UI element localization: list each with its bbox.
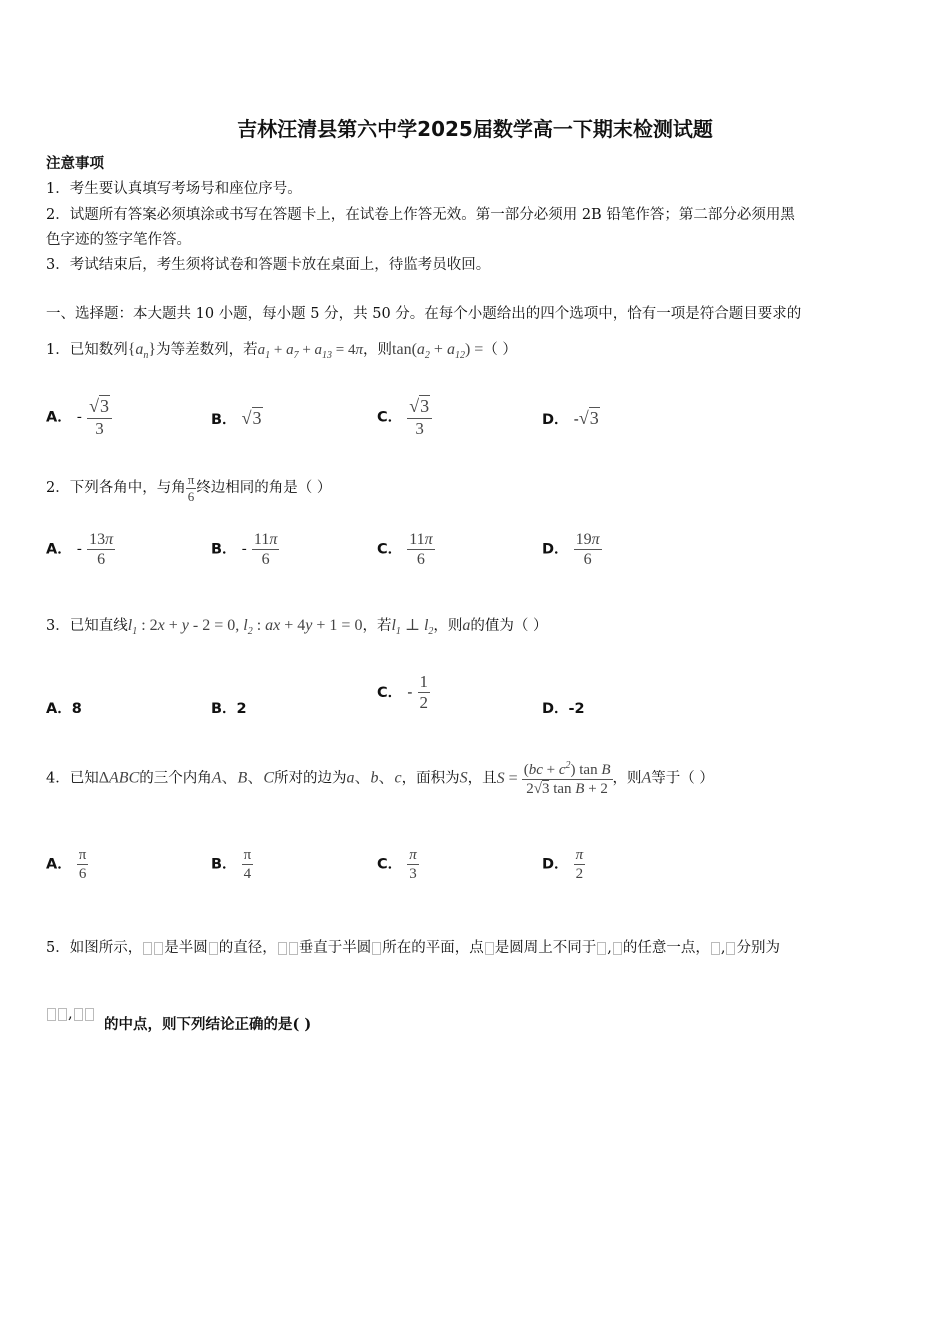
q1-mid: 为等差数列，若 — [156, 342, 258, 358]
q1-post: （ ） — [483, 342, 517, 358]
q4-option-a[interactable]: A． $\frac{\pi}{6}$ — [46, 847, 87, 882]
q1-condition: $a_1 + a_7 + a_{13} = 4\pi$ — [257, 342, 364, 361]
q3-perp: $l_1$ ⊥ $l_2$ — [391, 617, 434, 638]
q1-option-b[interactable]: B． √3 — [211, 408, 262, 428]
q3-post: 的值为（ ） — [470, 618, 548, 634]
q2-option-b[interactable]: B． - $\frac{11\pi}{6}$ — [211, 531, 278, 569]
question-2 — [46, 472, 331, 504]
q3-pre: 3．已知直线 — [46, 618, 128, 634]
q4-option-d[interactable]: D． $\frac{\pi}{2}$ — [542, 847, 584, 882]
q1-option-a[interactable]: A． - $\frac{√3}{3}$ — [46, 396, 112, 439]
question-5-cont: , — [46, 1006, 95, 1022]
q3-option-a[interactable]: A．8 — [46, 701, 82, 717]
notice-item-2: 2．试题所有答案必须填涂或书写在答题卡上，在试卷上作答无效。第一部分必须用 2B 铅笔作答；第二部分必须用黑 — [46, 207, 795, 223]
q2-option-d[interactable]: D． $\frac{19\pi}{6}$ — [542, 531, 600, 569]
page-title: 吉林汪清县第六中学2025届数学高一下期末检测试题 — [237, 117, 713, 141]
q3-option-c[interactable]: C． - $\frac{1}{2}$ — [377, 672, 429, 713]
q3-option-d[interactable]: D．-2 — [542, 701, 585, 717]
q2-option-c[interactable]: C． $\frac{11\pi}{6}$ — [377, 531, 433, 569]
notice-item-1: 1．考生要认真填写考场号和座位序号。 — [46, 181, 302, 197]
section-heading: 一、选择题：本大题共 10 小题，每小题 5 分，共 50 分。在每个小题给出的四个选项中，恰有一项是符合题目要求的 — [46, 306, 802, 322]
q1-expression: $\tan(a_2 + a_{12})$ = — [392, 341, 484, 362]
q1-mid2: ，则 — [363, 342, 393, 358]
q4-option-b[interactable]: B． $\frac{\pi}{4}$ — [211, 847, 252, 882]
question-3 — [46, 614, 548, 637]
q2-angle: $\frac{\pi}{6}$ — [187, 472, 195, 504]
q4-triangle: ΔABC — [98, 769, 140, 787]
q4-option-c[interactable]: C． $\frac{\pi}{3}$ — [377, 847, 417, 882]
q4-area-formula: S = $\frac{(bc + c^2) \tan B}{\text{2√3 tan B + 2}}$ — [496, 760, 611, 797]
q3-mid: ，若 — [362, 618, 392, 634]
question-5: 5．如图所示， 是半圆 的直径， 垂直于半圆 所在的平面，点 是圆周上不同于 , 的任意一点， , 分别为 — [46, 940, 780, 956]
question-1 — [46, 338, 517, 361]
q1-option-d[interactable]: D． -√3 — [542, 408, 599, 428]
q2-option-a[interactable]: A． - $\frac{13\pi}{6}$ — [46, 531, 114, 569]
q3-var-a: a — [462, 617, 471, 634]
notice-heading: 注意事项 — [46, 155, 104, 172]
question-5-end: 的中点，则下列结论正确的是( ) — [104, 1016, 312, 1033]
question-4: 4．已知ΔABC的三个内角A、B、C所对的边为a、b、c，面积为S，且S = $\frac{(bc + c^2) \tan B}{\text{2√3 tan B + 2}}$ ，则A等于（ ） — [46, 760, 714, 797]
q2-pre: 2．下列各角中，与角 — [46, 480, 186, 497]
notice-item-2-cont: 色字迹的签字笔作答。 — [46, 232, 191, 248]
q2-post: 终边相同的角是（ ） — [196, 480, 332, 497]
q1-pre: 1．已知数列 — [46, 342, 128, 358]
q3-mid2: ，则 — [433, 618, 463, 634]
q4-pre: 4．已知 — [46, 770, 99, 787]
q1-option-c[interactable]: C． $\frac{√3}{3}$ — [377, 396, 432, 439]
q3-lines: $l_1$ : 2x + y - 2 = 0, $l_2$ : ax + 4y + 1 = 0 — [127, 617, 363, 638]
q3-option-b[interactable]: B．2 — [211, 701, 247, 717]
notice-item-3: 3．考试结束后，考生须将试卷和答题卡放在桌面上，待监考员收回。 — [46, 257, 491, 273]
q1-seq-an: $\{a_n\}$ — [127, 341, 157, 362]
